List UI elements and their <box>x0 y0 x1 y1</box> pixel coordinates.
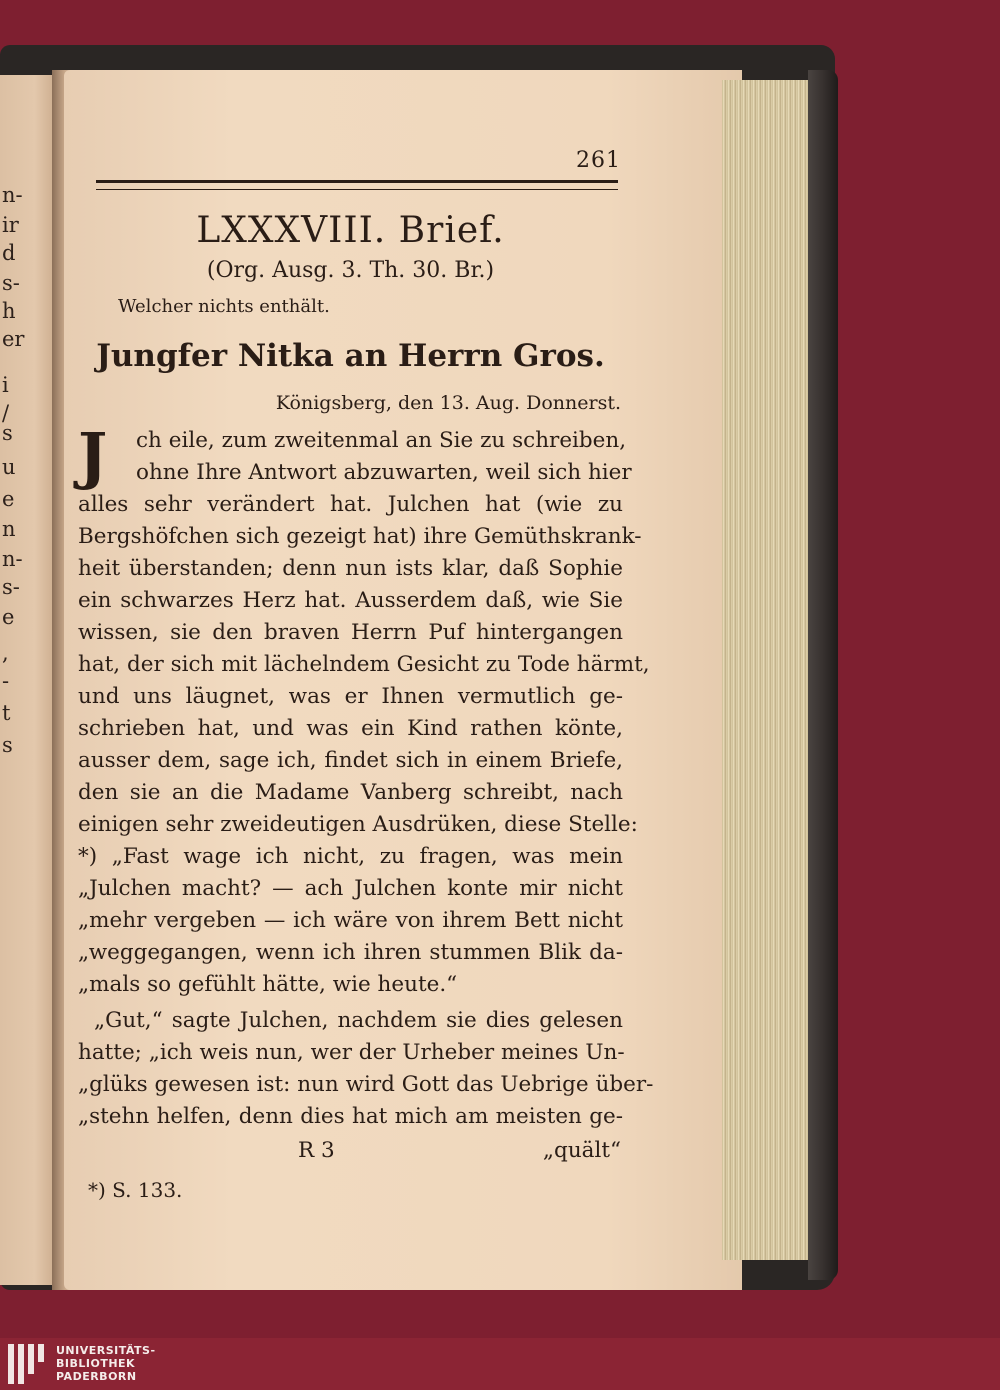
left-page-fragment: s <box>2 421 13 445</box>
page-text <box>78 148 654 1202</box>
body-line: und uns läugnet, was er Ihnen vermutlich ge- <box>78 684 623 709</box>
left-page-fragment: e <box>2 605 15 629</box>
library-name-line: BIBLIOTHEK <box>56 1357 136 1370</box>
left-page-fragment: - <box>2 669 10 693</box>
left-page-fragment: e <box>2 487 15 511</box>
body-line: schrieben hat, und was ein Kind rathen könte, <box>78 716 623 741</box>
left-page-fragment: s <box>2 733 13 757</box>
library-name-line: UNIVERSITÄTS- <box>56 1344 156 1357</box>
drop-cap: J <box>78 419 108 492</box>
body-line: „stehn helfen, denn dies hat mich am meisten ge- <box>78 1104 623 1129</box>
body-line: ein schwarzes Herz hat. Ausserdem daß, wie Sie <box>78 588 623 613</box>
body-line: einigen sehr zweideutigen Ausdrüken, diese Stelle: <box>78 812 638 837</box>
left-page-fragment: n- <box>2 547 23 571</box>
signature-mark: R 3 <box>298 1138 335 1163</box>
body-line: „weggegangen, wenn ich ihren stummen Blik da- <box>78 940 623 965</box>
catchword: „quält“ <box>542 1138 621 1163</box>
left-page-fragment: s- <box>2 271 20 295</box>
letter-summary: Welcher nichts enthält. <box>118 296 330 317</box>
body-line: ohne Ihre Antwort abzuwarten, weil sich hier <box>136 460 632 485</box>
letter-heading: Jungfer Nitka an Herrn Gros. <box>96 338 605 374</box>
dateline: Königsberg, den 13. Aug. Donnerst. <box>275 392 621 414</box>
body-line: ch eile, zum zweitenmal an Sie zu schreiben, <box>136 428 627 453</box>
left-page <box>0 75 58 1285</box>
body-line: hat, der sich mit lächelndem Gesicht zu Tode härmt, <box>78 652 650 677</box>
left-page-fragment: n- <box>2 183 23 207</box>
body-line: *) „Fast wage ich nicht, zu fragen, was mein <box>78 844 623 869</box>
left-page-fragment: ir <box>2 213 19 237</box>
library-name-line: PADERBORN <box>56 1370 137 1383</box>
left-page-fragment: , <box>2 641 9 665</box>
source-reference: (Org. Ausg. 3. Th. 30. Br.) <box>206 258 495 283</box>
body-line: den sie an die Madame Vanberg schreibt, nach <box>78 780 623 805</box>
left-page-fragment: u <box>2 455 16 479</box>
header-rule <box>96 180 618 190</box>
left-page-fragment: er <box>2 327 25 351</box>
footnote: *) S. 133. <box>88 1178 183 1202</box>
page-number: 261 <box>576 148 621 173</box>
left-page-fragment: d <box>2 241 16 265</box>
body-line: wissen, sie den braven Herrn Puf hintergangen <box>78 620 623 645</box>
body-line: alles sehr verändert hat. Julchen hat (wie zu <box>78 492 623 517</box>
left-page-fragment: / <box>2 401 10 425</box>
library-logo-text <box>56 1344 156 1383</box>
left-page-fragment: s- <box>2 575 20 599</box>
page-edges <box>722 80 813 1260</box>
body-line: heit überstanden; denn nun ists klar, daß Sophie <box>78 556 623 581</box>
body-line: „mals so gefühlt hätte, wie heute.“ <box>78 972 458 997</box>
body-line: Bergshöfchen sich gezeigt hat) ihre Gemüthskrank- <box>78 524 642 549</box>
body-line: „mehr vergeben — ich wäre von ihrem Bett nicht <box>78 908 623 933</box>
body-line: „Julchen macht? — ach Julchen konte mir nicht <box>78 876 623 901</box>
body-line: „glüks gewesen ist: nun wird Gott das Uebrige über- <box>78 1072 654 1097</box>
letter-number: LXXXVIII. Brief. <box>196 210 505 251</box>
cover-board-edge <box>808 70 838 1280</box>
left-page-fragment: i <box>2 373 9 397</box>
left-page-fragment: t <box>2 701 11 725</box>
body-line: hatte; „ich weis nun, wer der Urheber meines Un- <box>78 1040 625 1065</box>
body-line: „Gut,“ sagte Julchen, nachdem sie dies gelesen <box>94 1008 623 1033</box>
left-page-fragment: n <box>2 517 16 541</box>
library-banner <box>0 1338 1000 1390</box>
library-logo-icon <box>8 1344 44 1384</box>
left-page-fragment: h <box>2 299 16 323</box>
body-line: ausser dem, sage ich, findet sich in einem Briefe, <box>78 748 623 773</box>
